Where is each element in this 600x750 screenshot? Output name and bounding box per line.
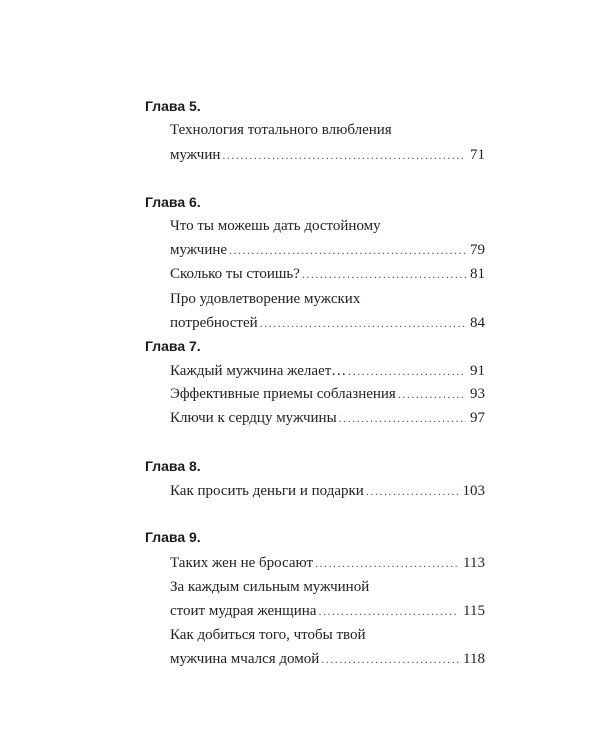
entry-line: Технология тотального влюбления	[170, 122, 392, 138]
entry-title: потребностей	[170, 315, 258, 331]
entry-title: мужчина мчался домой	[170, 651, 320, 667]
entry-title: Таких жен не бросают	[170, 555, 314, 571]
chapter-title: Глава 6.	[145, 194, 201, 210]
chapter-title: Глава 8.	[145, 458, 201, 474]
toc-entry[interactable]	[170, 313, 485, 333]
page-number: 115	[463, 603, 485, 619]
entry-line: Про удовлетворение мужских	[170, 291, 361, 307]
page-number: 84	[470, 315, 485, 331]
toc-entry[interactable]	[170, 408, 485, 428]
dot-leader	[339, 408, 466, 428]
entry-line: Что ты можешь дать достойному	[170, 218, 381, 234]
page-number: 79	[470, 242, 485, 258]
dot-leader	[348, 361, 466, 381]
toc-entry[interactable]	[170, 384, 485, 404]
dot-leader	[315, 553, 459, 573]
toc-entry[interactable]	[170, 361, 485, 381]
toc-entry[interactable]	[170, 481, 485, 501]
entry-title: Эффективные приемы соблазнения	[170, 386, 396, 402]
entry-line: За каждым сильным мужчиной	[170, 579, 370, 595]
dot-leader	[222, 145, 466, 165]
toc-entry[interactable]	[170, 240, 485, 260]
page-number: 91	[470, 363, 485, 379]
chapter-title: Глава 9.	[145, 529, 201, 545]
dot-leader	[229, 240, 466, 260]
chapter-title: Глава 7.	[145, 338, 201, 354]
entry-line: Как добиться того, чтобы твой	[170, 627, 366, 643]
page-number: 81	[470, 266, 485, 282]
entry-title: стоит мудрая женщина	[170, 603, 317, 619]
entry-title: Сколько ты стоишь?	[170, 266, 300, 282]
toc-entry[interactable]	[170, 553, 485, 573]
entry-title: мужчине	[170, 242, 228, 258]
page-number: 103	[462, 483, 485, 499]
toc-entry[interactable]	[170, 264, 485, 284]
page-number: 118	[463, 651, 485, 667]
dot-leader	[366, 481, 459, 501]
dot-leader	[260, 313, 466, 333]
toc-entry[interactable]	[170, 649, 485, 669]
page-number: 113	[463, 555, 485, 571]
entry-title: Как просить деньги и подарки	[170, 483, 364, 499]
chapter-title: Глава 5.	[145, 98, 201, 114]
page-number: 97	[470, 410, 485, 426]
dot-leader	[321, 649, 459, 669]
page-number: 93	[470, 386, 485, 402]
dot-leader	[398, 384, 466, 404]
toc-entry[interactable]	[170, 601, 485, 621]
entry-title: мужчин	[170, 147, 221, 163]
page-number: 71	[470, 147, 485, 163]
toc-entry[interactable]	[170, 145, 485, 165]
entry-title: Каждый мужчина желает…	[170, 363, 347, 379]
entry-title: Ключи к сердцу мужчины	[170, 410, 337, 426]
dot-leader	[302, 264, 466, 284]
dot-leader	[318, 601, 459, 621]
